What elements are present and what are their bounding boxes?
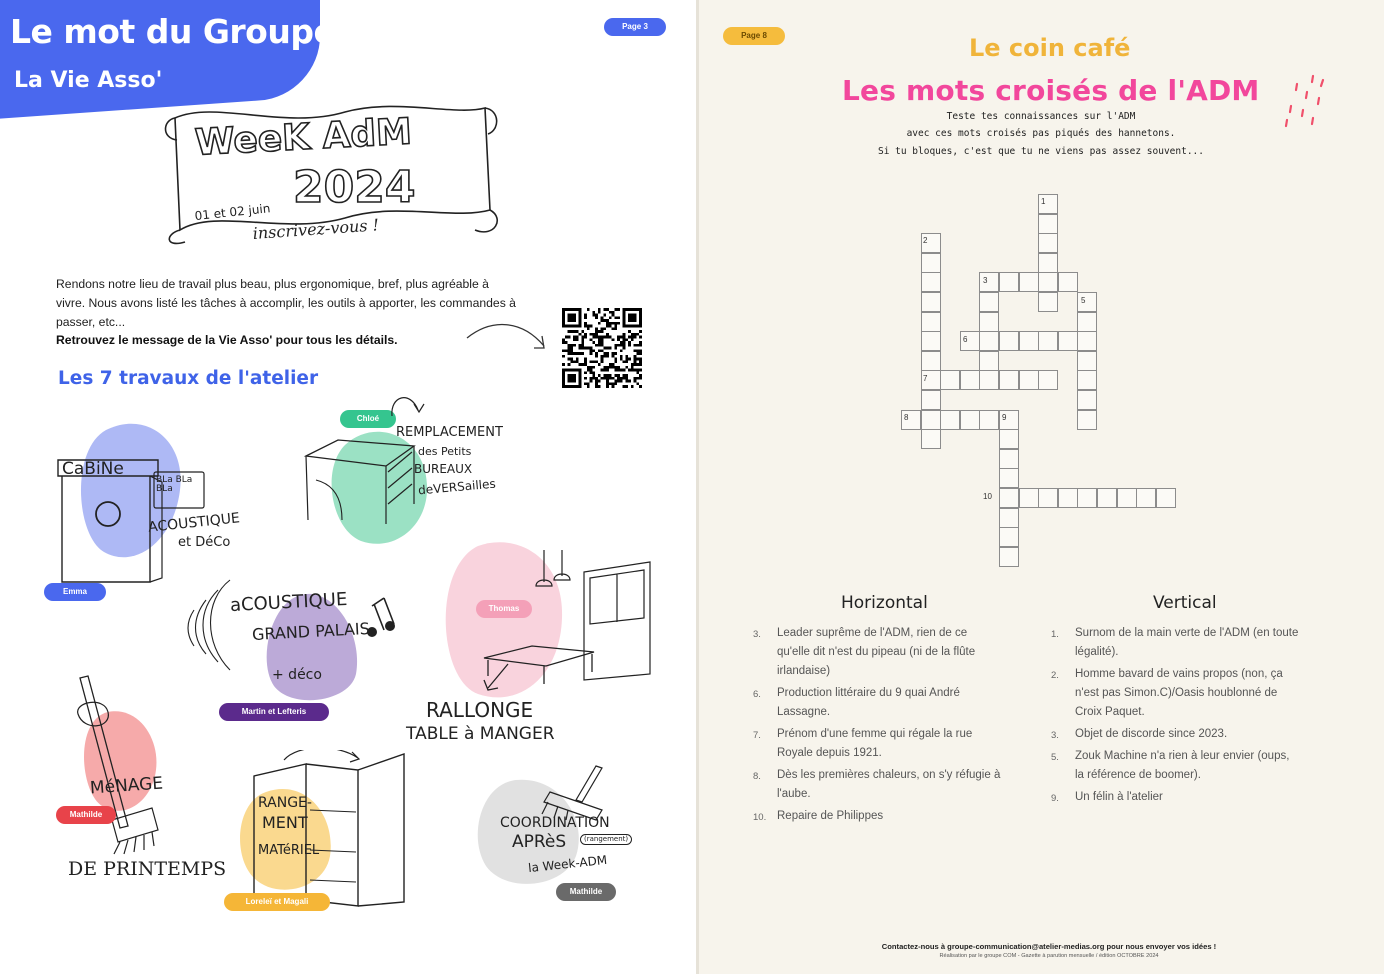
crossword-title: Les mots croisés de l'ADM: [842, 74, 1260, 107]
crossword-cell[interactable]: [921, 429, 941, 449]
tag-mathilde: Mathilde: [56, 806, 116, 824]
martin-sketch-line1: aCOUSTIQUE: [229, 588, 348, 617]
horizontal-clues: [753, 624, 1003, 829]
crossword-cell[interactable]: [960, 410, 980, 430]
mathilde-sketch-line1: MéNAGE: [89, 773, 164, 799]
crossword-cell[interactable]: [1097, 488, 1117, 508]
crossword-cell[interactable]: [979, 370, 999, 390]
banner-line2: 2024: [293, 162, 416, 213]
emma-sketch-line3: ACOUSTIQUE: [147, 510, 241, 536]
crossword-cell[interactable]: [979, 410, 999, 430]
banner-cta: inscrivez-vous !: [252, 215, 380, 244]
crossword-cell[interactable]: [1117, 488, 1137, 508]
crossword-cell[interactable]: [1038, 233, 1058, 253]
weekadm-scroll-banner: [155, 90, 500, 250]
crossword-cell[interactable]: [1038, 253, 1058, 273]
crossword-cell[interactable]: [979, 331, 999, 351]
crossword-cell[interactable]: [979, 292, 999, 312]
crossword-cell[interactable]: [921, 351, 941, 371]
crossword-cell[interactable]: [979, 312, 999, 332]
lorelei-sketch-line2: MENT: [262, 813, 308, 832]
crossword-cell[interactable]: [1058, 488, 1078, 508]
crossword-cell[interactable]: [1077, 488, 1097, 508]
group-subtitle: La Vie Asso': [14, 68, 163, 93]
crossword-cell[interactable]: [999, 488, 1019, 508]
clue-v2: 2. Homme bavard de vains propos (non, ça n'est pas Simon.C)/Oasis houblonné de Croix Paquet.: [1051, 668, 1283, 718]
crossword-cell[interactable]: [921, 410, 941, 430]
table-extension-sketch: [474, 548, 658, 696]
intro-paragraph: Rendons notre lieu de travail plus beau, plus ergonomique, bref, plus agréable à vivre. Nous avons listé les tâches à accomplir, les outils à apporter, les commandes à passer, etc...: [56, 277, 516, 329]
crossword-cell[interactable]: [979, 351, 999, 371]
clue-v3: 3. Objet de discorde since 2023.: [1051, 728, 1228, 741]
lorelei-sketch-line1: RANGE-: [258, 795, 312, 811]
section-kicker: Le coin café: [969, 34, 1131, 62]
broom-sketch: [74, 672, 164, 858]
tag-lorelei-magali: Loreleï et Magali: [224, 893, 330, 911]
crossword-cell[interactable]: [921, 390, 941, 410]
grid-number-1: 1: [1041, 197, 1046, 206]
grid-number-10: 10: [983, 492, 992, 501]
martin-sketch-line3: + déco: [272, 667, 322, 683]
mathilde-sketch-line2: DE PRINTEMPS: [68, 858, 227, 880]
clue-v5: 5. Zouk Machine n'a rien à leur envier (oups, la référence de boomer).: [1051, 750, 1290, 781]
crossword-cell[interactable]: [1019, 370, 1039, 390]
chloe-sketch-line2: des Petits: [418, 445, 472, 458]
crossword-cell[interactable]: [1019, 331, 1039, 351]
crossword-cell[interactable]: [999, 272, 1019, 292]
lorelei-sketch-line3: MATéRIEL: [258, 843, 320, 858]
clue-v9: 9. Un félin à l'atelier: [1051, 791, 1163, 804]
intro-bold-callout: Retrouvez le message de la Vie Asso' pour tous les détails.: [56, 333, 398, 347]
coord-sketch-line1: COORDINATION: [500, 815, 610, 831]
grid-number-8: 8: [904, 413, 909, 422]
crossword-cell[interactable]: [999, 429, 1019, 449]
crossword-cell[interactable]: [1156, 488, 1176, 508]
grid-number-2: 2: [923, 236, 928, 245]
crossword-cell[interactable]: [999, 331, 1019, 351]
grid-number-9: 9: [1002, 413, 1007, 422]
crossword-cell[interactable]: [1077, 390, 1097, 410]
crossword-cell[interactable]: [999, 527, 1019, 547]
crossword-cell[interactable]: [921, 312, 941, 332]
tag-mathilde-coord: Mathilde: [556, 883, 616, 901]
crossword-cell[interactable]: [999, 370, 1019, 390]
sprinkle-decoration-icon: [1283, 74, 1333, 130]
group-title: Le mot du Groupe: [10, 12, 336, 51]
coord-sketch-line4: la Week-ADM: [527, 852, 608, 876]
footer-credits: Réalisation par le groupe COM - Gazette à parution mensuelle / édition OCTOBRE 2024: [939, 953, 1159, 959]
crossword-cell[interactable]: [1077, 410, 1097, 430]
banner-line1: WeeK AdM: [193, 111, 413, 164]
emma-sketch-line1: CaBiNe: [62, 459, 124, 479]
chloe-sketch-line4: deVERSailles: [417, 476, 497, 498]
crossword-cell[interactable]: [921, 253, 941, 273]
thomas-sketch-line2: TABLE à MANGER: [406, 724, 555, 744]
clue-h10: 10. Repaire de Philippes: [753, 810, 884, 823]
small-broom-sketch: [536, 762, 636, 822]
thomas-sketch-line1: RALLONGE: [426, 698, 534, 722]
crossword-cell[interactable]: [940, 410, 960, 430]
crossword-cell[interactable]: [999, 547, 1019, 567]
crossword-cell[interactable]: [999, 449, 1019, 469]
coord-sketch-line2: APRèS: [512, 832, 567, 852]
section-title: Les 7 travaux de l'atelier: [58, 368, 319, 389]
grid-number-3: 3: [983, 276, 988, 285]
qr-code[interactable]: [562, 308, 642, 388]
crossword-cell[interactable]: [1077, 312, 1097, 332]
crossword-cell[interactable]: [1038, 488, 1058, 508]
vertical-heading: Vertical: [1153, 593, 1217, 613]
tag-martin-lefteris: Martin et Lefteris: [219, 703, 329, 721]
tag-emma: Emma: [44, 583, 106, 601]
clue-h7: 7. Prénom d'une femme qui régale la rue Royale depuis 1921.: [753, 728, 973, 759]
subtitle-line1: Teste tes connaissances sur l'ADM: [946, 111, 1136, 122]
page-number-badge: Page 3: [604, 18, 666, 36]
emma-sketch-line4: et DéCo: [178, 535, 231, 550]
curved-arrow-icon: [462, 318, 552, 358]
crossword-cell[interactable]: [1058, 272, 1078, 292]
chloe-arrow-icon: [386, 390, 426, 420]
crossword-cell[interactable]: [999, 508, 1019, 528]
banner-date: 01 et 02 juin: [193, 201, 271, 224]
emma-sketch-line2: BLa BLa BLa: [156, 475, 193, 494]
clue-h8: 8. Dès les premières chaleurs, on s'y réfugie à l'aube.: [753, 769, 1001, 800]
tag-chloe: Chloé: [340, 410, 396, 428]
crossword-cell[interactable]: [921, 272, 941, 292]
grid-number-5: 5: [1081, 296, 1086, 305]
crossword-cell[interactable]: [1038, 292, 1058, 312]
martin-sketch-line2: GRAND PALAIS: [251, 618, 371, 645]
footer-contact: Contactez-nous à groupe-communication@atelier-medias.org pour nous envoyer vos idées !: [881, 942, 1217, 951]
horizontal-heading: Horizontal: [841, 593, 928, 613]
crossword-cell[interactable]: [1136, 488, 1156, 508]
crossword-cell[interactable]: [960, 370, 980, 390]
tag-thomas: Thomas: [476, 600, 532, 618]
grid-number-7: 7: [923, 374, 928, 383]
subtitle-line2: avec ces mots croisés pas piqués des hannetons.: [906, 128, 1176, 139]
crossword-cell[interactable]: [921, 292, 941, 312]
coord-sketch-line3: (rangement): [580, 834, 632, 845]
vertical-clues: [1051, 624, 1301, 810]
crossword-cell[interactable]: [921, 331, 941, 351]
crossword-cell[interactable]: [1058, 331, 1078, 351]
right-page: [699, 0, 1384, 974]
crossword-cell[interactable]: [1077, 370, 1097, 390]
crossword-cell[interactable]: [1038, 370, 1058, 390]
chloe-sketch-line1: REMPLACEMENT: [396, 425, 503, 440]
grid-number-6: 6: [963, 335, 968, 344]
crossword-cell[interactable]: [1077, 351, 1097, 371]
crossword-cell[interactable]: [1038, 331, 1058, 351]
crossword-cell[interactable]: [1019, 272, 1039, 292]
crossword-cell[interactable]: [1019, 488, 1039, 508]
crossword-cell[interactable]: [940, 370, 960, 390]
clue-h3: 3. Leader suprême de l'ADM, rien de ce qu'elle dit n'est du pipeau (ni de la flûte irlandaise): [753, 627, 976, 677]
crossword-cell[interactable]: [999, 468, 1019, 488]
chloe-sketch-line3: BUREAUX: [414, 462, 473, 476]
subtitle-line3: Si tu bloques, c'est que tu ne viens pas assez souvent...: [877, 146, 1204, 157]
clue-v1: 1. Surnom de la main verte de l'ADM (en toute légalité).: [1051, 627, 1299, 658]
clue-h6: 6. Production littéraire du 9 quai André Lassagne.: [753, 687, 960, 718]
crossword-cell[interactable]: [1077, 331, 1097, 351]
crossword-cell[interactable]: [1038, 214, 1058, 234]
desk-sketch: [302, 432, 420, 528]
crossword-cell[interactable]: [1038, 272, 1058, 292]
page-number-badge-right: Page 8: [723, 27, 785, 45]
